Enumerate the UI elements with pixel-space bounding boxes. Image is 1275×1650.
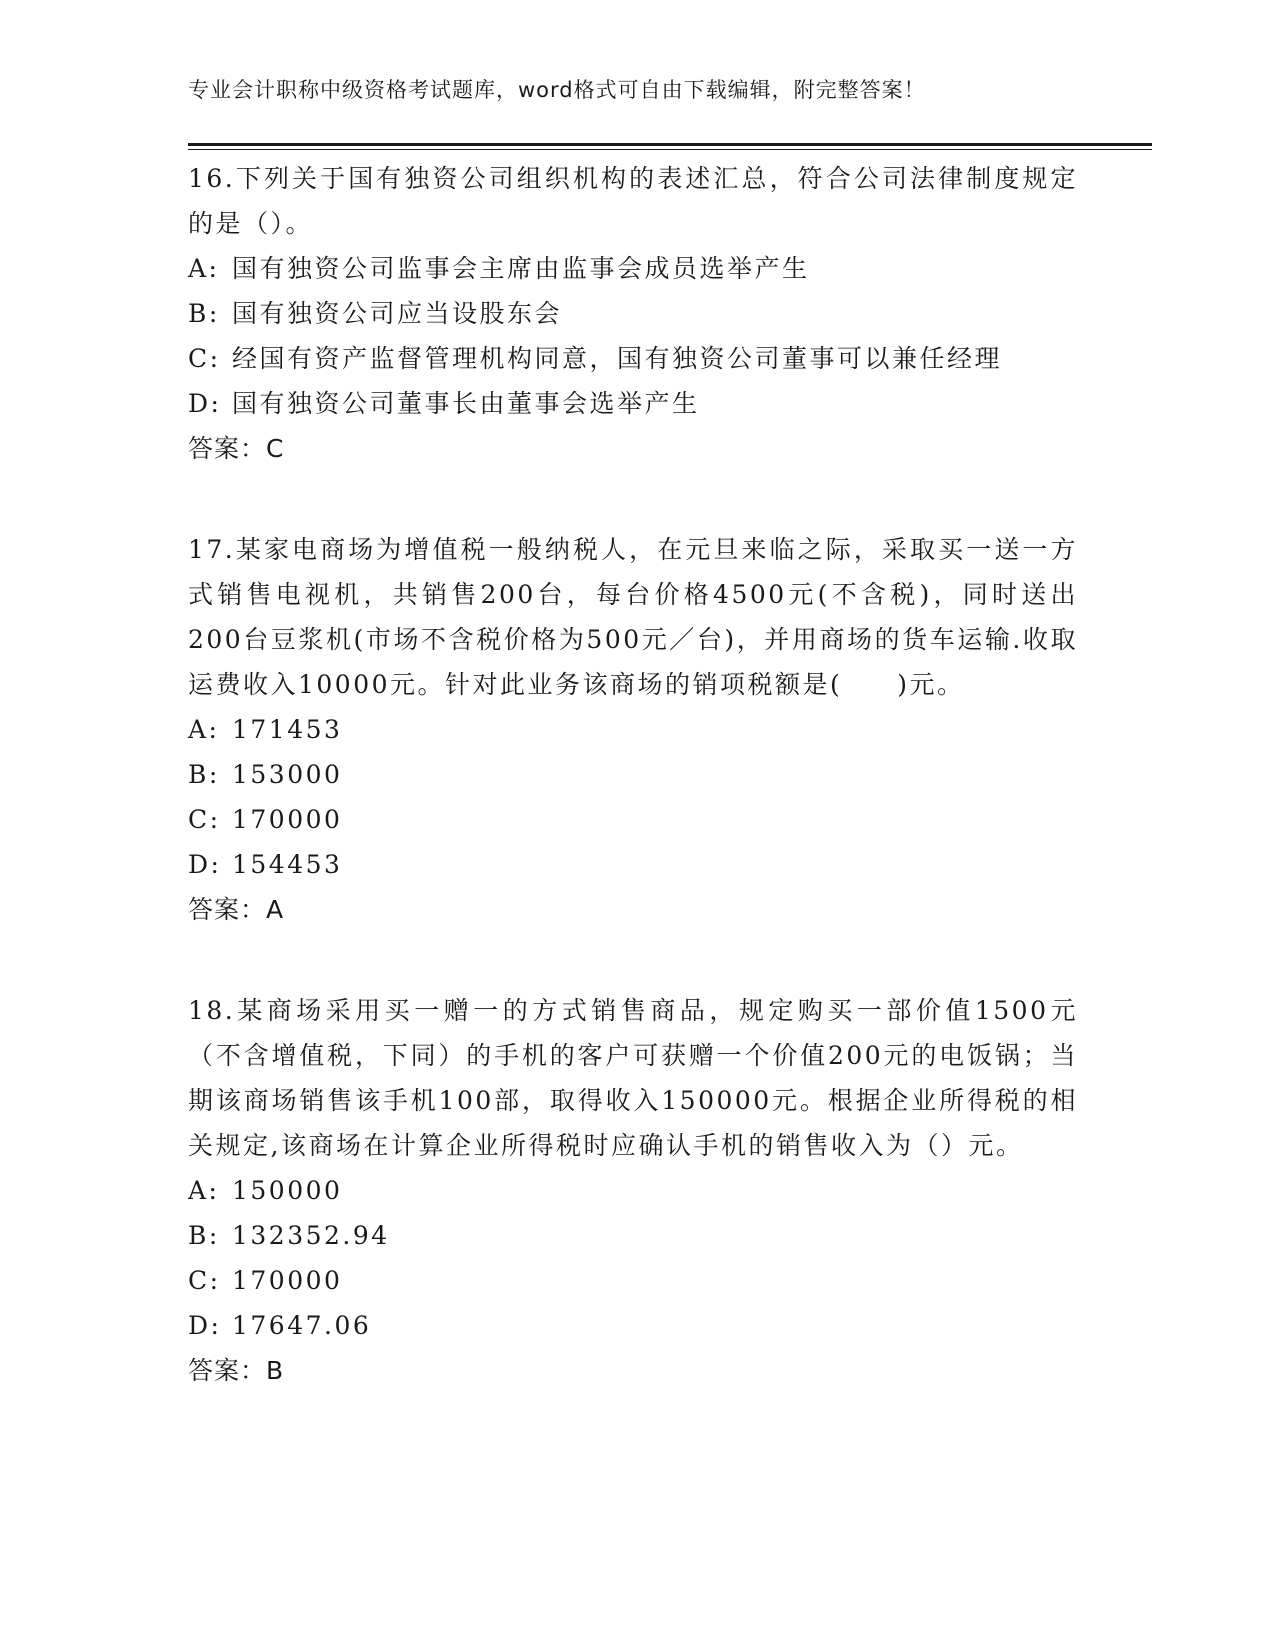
option-text: 132352.94 [232,1221,390,1250]
option-b [188,752,1078,797]
option-a [188,707,1078,752]
option-text: 170000 [232,1266,343,1295]
option-d [188,381,1078,426]
option-label: A: [188,1176,220,1205]
question-text: 18.某商场采用买一赠一的方式销售商品，规定购买一部价值1500元（不含增值税，下同）的手机的客户可获赠一个价值200元的电饭锅；当期该商场销售该手机100部，取得收入150000元。根据企业所得税的相关规定,该商场在计算企业所得税时应确认手机的销售收入为（）元。 [188,996,1078,1160]
option-c [188,1258,1078,1303]
option-text: 17647.06 [232,1311,372,1340]
option-label: B: [188,1221,220,1250]
option-text: 154453 [232,850,343,879]
question-17 [188,527,1078,932]
option-text: 国有独资公司监事会主席由监事会成员选举产生 [232,254,810,283]
option-text: 171453 [232,715,343,744]
answer: 答案：A [188,895,285,924]
option-d [188,1303,1078,1348]
option-label: D: [188,850,222,879]
option-label: B: [188,760,220,789]
option-text: 150000 [232,1176,343,1205]
question-18 [188,988,1078,1393]
option-label: C: [188,344,221,373]
header-divider-thin [188,149,1152,150]
option-a [188,246,1078,291]
answer: 答案：B [188,1356,285,1385]
option-label: C: [188,805,221,834]
option-text: 国有独资公司应当设股东会 [232,299,563,328]
question-text: 17.某家电商场为增值税一般纳税人，在元旦来临之际，采取买一送一方式销售电视机，共销售200台，每台价格4500元(不含税)，同时送出200台豆浆机(市场不含税价格为500元／台)，并用商场的货车运输.收取运费收入10000元。针对此业务该商场的销项税额是( )元。 [188,535,1078,699]
question-16 [188,156,1078,471]
question-list [188,156,1078,1393]
option-label: A: [188,254,220,283]
option-a [188,1168,1078,1213]
page-header: 专业会计职称中级资格考试题库，word格式可自由下载编辑，附完整答案！ [188,78,926,102]
option-label: D: [188,1311,222,1340]
option-b [188,1213,1078,1258]
header-divider-thick [188,143,1152,146]
option-label: B: [188,299,220,328]
option-text: 153000 [232,760,343,789]
option-label: C: [188,1266,221,1295]
question-text: 16.下列关于国有独资公司组织机构的表述汇总，符合公司法律制度规定的是（）。 [188,164,1078,238]
option-label: A: [188,715,220,744]
option-b [188,291,1078,336]
spacer [188,932,1078,988]
option-text: 170000 [232,805,343,834]
option-d [188,842,1078,887]
option-c [188,336,1078,381]
option-text: 国有独资公司董事长由董事会选举产生 [232,389,700,418]
spacer [188,471,1078,527]
answer: 答案：C [188,434,285,463]
option-c [188,797,1078,842]
option-text: 经国有资产监督管理机构同意，国有独资公司董事可以兼任经理 [232,344,1003,373]
option-label: D: [188,389,222,418]
